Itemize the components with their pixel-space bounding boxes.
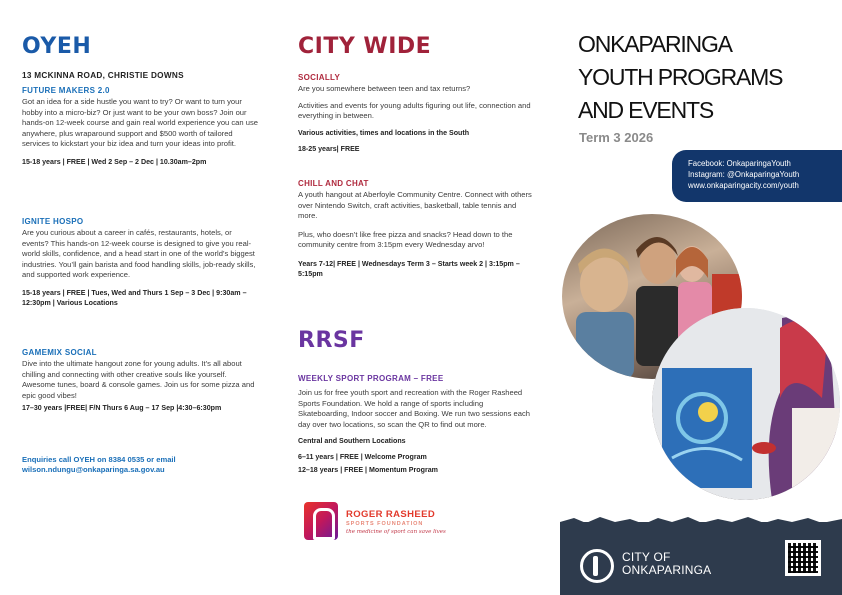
rrsf-program-momentum: 12–18 years | FREE | Momentum Program — [298, 466, 438, 475]
rrsf-title: WEEKLY SPORT PROGRAM – FREE — [298, 374, 444, 383]
rrsf-logo-sub: SPORTS FOUNDATION — [346, 521, 424, 527]
gamemix-title: GAMEMIX SOCIAL — [22, 348, 97, 357]
socially-meta-locations: Various activities, times and locations in the South — [298, 128, 470, 137]
city-wide-heading: CITY WIDE — [298, 34, 432, 59]
rrsf-body: Join us for free youth sport and recreation with the Roger Rasheed Sports Foundation. We hold a range of sports including Skateboarding, Indoor soccer and Boxing. We run two sessions each day over two locations, so scan the QR to find out more. — [298, 388, 531, 429]
future-makers-title: FUTURE MAKERS 2.0 — [22, 86, 110, 95]
ignite-hospo-meta: 15-18 years | FREE | Tues, Wed and Thurs 1 Sep – 3 Dec | 9:30am – 12:30pm | Various Locations — [22, 288, 247, 307]
city-logo-line1: CITY OF — [622, 550, 671, 564]
cover-footer — [560, 522, 842, 595]
chill-chat-meta: Years 7-12| FREE | Wednesdays Term 3 – Starts week 2 | 3:15pm – 5:15pm — [298, 259, 520, 278]
cover-title-line1: ONKAPARINGA — [578, 31, 732, 57]
ignite-hospo-section — [22, 217, 260, 308]
youth-painting-illustration — [652, 308, 840, 500]
oyeh-heading: OYEH — [22, 34, 92, 59]
rrsf-logo-tagline: the medicine of sport can save lives — [346, 529, 446, 535]
rrsf-program-welcome: 6–11 years | FREE | Welcome Program — [298, 453, 427, 462]
chill-chat-body1: A youth hangout at Aberfoyle Community Centre. Connect with others over Nintendo Switch, craft activities, basketball, table tennis and more. — [298, 190, 532, 221]
socially-meta-age: 18-25 years| FREE — [298, 144, 360, 153]
rrsf-logo-icon — [304, 502, 338, 540]
chill-chat-title: CHILL AND CHAT — [298, 179, 369, 188]
website-link[interactable]: www.onkaparingacity.com/youth — [688, 181, 799, 190]
rrsf-logo — [304, 502, 474, 542]
gamemix-section — [22, 348, 260, 413]
cover-term: Term 3 2026 — [579, 130, 654, 145]
city-logo-text — [622, 551, 711, 577]
gamemix-body: Dive into the ultimate hangout zone for young adults. It’s all about chilling and connecting with other creative souls like yourself. Awesome tunes, board & console games. Join us for some pizza and epic good vibes! — [22, 359, 255, 400]
cover-title — [578, 28, 782, 127]
rrsf-logo-name: ROGER RASHEED — [346, 509, 436, 520]
oyeh-enquiries[interactable]: Enquiries call OYEH on 8384 0535 or email wilson.ndungu@onkaparinga.sa.gov.au — [22, 455, 176, 475]
future-makers-meta: 15-18 years | FREE | Wed 2 Sep – 2 Dec | 10.30am–2pm — [22, 157, 207, 166]
qr-code-icon[interactable] — [785, 540, 821, 576]
cover-title-line2: YOUTH PROGRAMS — [578, 64, 783, 90]
ignite-hospo-body: Are you curious about a career in cafés, restaurants, hotels, or events? This hands-on 12-week course is designed to give you real-world skills, confidence, and a head start in one of the world’s biggest industries. You’ll gain barista and food handling skills, job-ready skills, and supported work experience. — [22, 228, 256, 280]
city-logo-line2: ONKAPARINGA — [622, 563, 712, 577]
youth-painting-photo — [652, 308, 840, 500]
cover-column — [560, 0, 842, 595]
oyeh-address: 13 MCKINNA ROAD, CHRISTIE DOWNS — [22, 71, 184, 80]
rrsf-locations: Central and Southern Locations — [298, 437, 406, 446]
socially-section — [298, 73, 534, 154]
chill-chat-body2: Plus, who doesn’t like free pizza and snacks? Head down to the community centre from 3:15pm every Wednesday arvo! — [298, 229, 513, 250]
instagram-link[interactable]: Instagram: @OnkaparingaYouth — [688, 170, 800, 179]
city-of-onkaparinga-logo-icon — [580, 549, 614, 583]
socially-title: SOCIALLY — [298, 73, 341, 82]
cover-title-line3: AND EVENTS — [578, 97, 713, 123]
chill-chat-section — [298, 179, 534, 279]
ignite-hospo-title: IGNITE HOSPO — [22, 217, 84, 226]
future-makers-body: Got an idea for a side hustle you want to try? Or want to turn your hobby into a micro-biz? Or just want to be your own boss? Join our hands-on 12-week course and gain real world experience you can use anywhere, plus wraparound support and $500 worth of tailored services to kickstart your biz idea and turn your ideas into profit. — [22, 97, 258, 149]
rrsf-section — [298, 374, 534, 475]
socially-intro: Are you somewhere between teen and tax returns? — [298, 84, 471, 93]
rrsf-heading: RRSF — [298, 328, 365, 353]
future-makers-section — [22, 86, 260, 167]
socially-body: Activities and events for young adults figuring out life, connection and everything in between. — [298, 100, 531, 121]
gamemix-meta: 17–30 years |FREE| F/N Thurs 6 Aug – 17 Sep |4:30–6:30pm — [22, 404, 222, 413]
social-links-box — [672, 150, 842, 202]
facebook-link[interactable]: Facebook: OnkaparingaYouth — [688, 159, 791, 168]
